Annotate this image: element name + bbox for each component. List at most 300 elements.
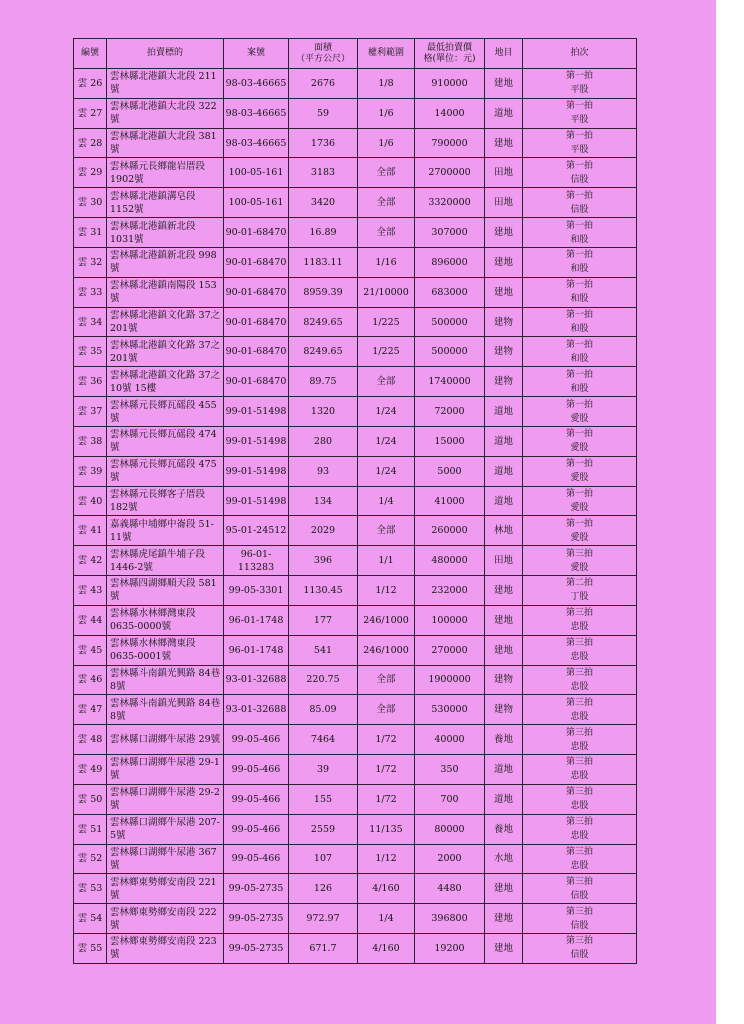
- round-number: 第二拍: [565, 578, 593, 589]
- cell-land-use: 建地: [485, 934, 523, 964]
- table-row: [74, 665, 637, 695]
- table-row: [74, 605, 637, 635]
- court-division: 和股: [570, 234, 589, 245]
- cell-price: 100000: [415, 605, 485, 635]
- table-row: [74, 397, 637, 427]
- round-number: 第三拍: [565, 638, 593, 649]
- court-division: 忠股: [570, 622, 589, 633]
- cell-target: 雲林縣北港鎮大北段 322號: [107, 98, 224, 128]
- cell-round: [523, 755, 637, 785]
- cell-no: 雲 45: [74, 635, 107, 665]
- table-row: [74, 755, 637, 785]
- court-division: 和股: [570, 324, 589, 335]
- cell-area: 2676: [289, 69, 358, 99]
- cell-round: [523, 695, 637, 725]
- cell-target: 雲林縣元長鄉瓦磘段 474號: [107, 426, 224, 456]
- cell-case-no: 90-01-68470: [224, 218, 289, 248]
- cell-case-no: 98-03-46665: [224, 98, 289, 128]
- cell-land-use: 道地: [485, 456, 523, 486]
- court-division: 平股: [570, 85, 589, 96]
- cell-price: 700: [415, 784, 485, 814]
- cell-rights: 21/10000: [358, 277, 415, 307]
- cell-land-use: 養地: [485, 814, 523, 844]
- cell-land-use: 田地: [485, 546, 523, 576]
- cell-case-no: 93-01-32688: [224, 695, 289, 725]
- cell-area: 3420: [289, 188, 358, 218]
- header-min-price: [415, 39, 485, 69]
- round-number: 第一拍: [565, 71, 593, 82]
- cell-case-no: 99-05-466: [224, 725, 289, 755]
- round-number: 第一拍: [565, 429, 593, 440]
- court-division: 丁股: [570, 592, 589, 603]
- table-row: [74, 576, 637, 606]
- court-division: 愛股: [570, 532, 589, 543]
- table-row: [74, 307, 637, 337]
- court-division: 愛股: [570, 443, 589, 454]
- cell-land-use: 道地: [485, 98, 523, 128]
- table-row: [74, 844, 637, 874]
- cell-land-use: 水地: [485, 844, 523, 874]
- cell-no: 雲 36: [74, 367, 107, 397]
- header-area: [289, 39, 358, 69]
- cell-price: 14000: [415, 98, 485, 128]
- cell-case-no: 98-03-46665: [224, 69, 289, 99]
- court-division: 愛股: [570, 413, 589, 424]
- cell-no: 雲 37: [74, 397, 107, 427]
- cell-land-use: 林地: [485, 516, 523, 546]
- round-number: 第一拍: [565, 280, 593, 291]
- header-target: 拍賣標的: [107, 39, 224, 69]
- court-division: 平股: [570, 145, 589, 156]
- court-division: 和股: [570, 294, 589, 305]
- auction-table: [73, 38, 637, 964]
- cell-case-no: 99-05-466: [224, 784, 289, 814]
- cell-round: [523, 665, 637, 695]
- cell-target: 雲林縣元長鄉龍岩厝段 1902號: [107, 158, 224, 188]
- cell-area: 39: [289, 755, 358, 785]
- court-division: 忠股: [570, 771, 589, 782]
- cell-target: 雲林縣北港鎮溝皂段 1152號: [107, 188, 224, 218]
- table-row: [74, 367, 637, 397]
- cell-no: 雲 29: [74, 158, 107, 188]
- round-number: 第三拍: [565, 846, 593, 857]
- cell-case-no: 96-01-1748: [224, 605, 289, 635]
- cell-case-no: 99-05-2735: [224, 904, 289, 934]
- round-number: 第一拍: [565, 220, 593, 231]
- table-row: [74, 277, 637, 307]
- cell-no: 雲 47: [74, 695, 107, 725]
- header-rights: 權利範圍: [358, 39, 415, 69]
- court-division: 信股: [570, 174, 589, 185]
- round-number: 第三拍: [565, 817, 593, 828]
- round-number: 第三拍: [565, 727, 593, 738]
- round-number: 第三拍: [565, 906, 593, 917]
- court-division: 信股: [570, 920, 589, 931]
- cell-land-use: 建地: [485, 904, 523, 934]
- cell-land-use: 道地: [485, 397, 523, 427]
- cell-round: [523, 426, 637, 456]
- cell-target: 雲林縣元長鄉客子厝段 182號: [107, 486, 224, 516]
- cell-land-use: 道地: [485, 784, 523, 814]
- round-number: 第一拍: [565, 131, 593, 142]
- cell-no: 雲 30: [74, 188, 107, 218]
- cell-no: 雲 43: [74, 576, 107, 606]
- cell-case-no: 99-05-2735: [224, 874, 289, 904]
- cell-price: 896000: [415, 247, 485, 277]
- table-row: [74, 874, 637, 904]
- cell-land-use: 建地: [485, 277, 523, 307]
- cell-round: [523, 546, 637, 576]
- cell-target: 雲林縣口湖鄉牛尿港 367號: [107, 844, 224, 874]
- cell-rights: 1/1: [358, 546, 415, 576]
- cell-rights: 全部: [358, 516, 415, 546]
- cell-round: [523, 218, 637, 248]
- cell-area: 8249.65: [289, 307, 358, 337]
- court-division: 忠股: [570, 860, 589, 871]
- cell-rights: 4/160: [358, 874, 415, 904]
- cell-land-use: 建物: [485, 307, 523, 337]
- cell-no: 雲 27: [74, 98, 107, 128]
- cell-price: 40000: [415, 725, 485, 755]
- cell-no: 雲 26: [74, 69, 107, 99]
- cell-area: 972.97: [289, 904, 358, 934]
- cell-area: 7464: [289, 725, 358, 755]
- cell-price: 3320000: [415, 188, 485, 218]
- cell-land-use: 建物: [485, 665, 523, 695]
- cell-area: 671.7: [289, 934, 358, 964]
- cell-rights: 1/12: [358, 576, 415, 606]
- cell-no: 雲 41: [74, 516, 107, 546]
- cell-round: [523, 934, 637, 964]
- cell-price: 15000: [415, 426, 485, 456]
- round-number: 第一拍: [565, 339, 593, 350]
- cell-target: 雲林縣口湖鄉牛尿港 29-2號: [107, 784, 224, 814]
- cell-area: 85.09: [289, 695, 358, 725]
- cell-area: 134: [289, 486, 358, 516]
- cell-case-no: 99-01-51498: [224, 486, 289, 516]
- cell-land-use: 建物: [485, 367, 523, 397]
- cell-rights: 1/16: [358, 247, 415, 277]
- table-row: [74, 904, 637, 934]
- cell-no: 雲 54: [74, 904, 107, 934]
- cell-price: 683000: [415, 277, 485, 307]
- cell-land-use: 建地: [485, 605, 523, 635]
- header-min-price-line1: 最低拍賣價: [426, 42, 472, 53]
- cell-rights: 全部: [358, 665, 415, 695]
- cell-area: 1320: [289, 397, 358, 427]
- cell-no: 雲 51: [74, 814, 107, 844]
- court-division: 忠股: [570, 711, 589, 722]
- cell-price: 500000: [415, 337, 485, 367]
- cell-case-no: 98-03-46665: [224, 128, 289, 158]
- cell-land-use: 建地: [485, 218, 523, 248]
- table-body: [74, 69, 637, 964]
- cell-target: 雲林縣斗南鎮光興路 84巷 8號: [107, 665, 224, 695]
- cell-case-no: 99-05-466: [224, 814, 289, 844]
- cell-rights: 1/24: [358, 397, 415, 427]
- cell-target: 雲林縣北港鎮大北段 211號: [107, 69, 224, 99]
- cell-round: [523, 486, 637, 516]
- court-division: 忠股: [570, 681, 589, 692]
- cell-round: [523, 158, 637, 188]
- cell-round: [523, 277, 637, 307]
- cell-price: 910000: [415, 69, 485, 99]
- court-division: 愛股: [570, 473, 589, 484]
- cell-area: 89.75: [289, 367, 358, 397]
- cell-rights: 全部: [358, 188, 415, 218]
- cell-rights: 全部: [358, 695, 415, 725]
- cell-area: 1130.45: [289, 576, 358, 606]
- cell-round: [523, 844, 637, 874]
- cell-case-no: 99-01-51498: [224, 397, 289, 427]
- cell-rights: 全部: [358, 218, 415, 248]
- table-row: [74, 158, 637, 188]
- table-row: [74, 784, 637, 814]
- cell-target: 雲林縣口湖鄉牛尿港 29-1號: [107, 755, 224, 785]
- cell-price: 41000: [415, 486, 485, 516]
- cell-no: 雲 38: [74, 426, 107, 456]
- cell-round: [523, 397, 637, 427]
- table-row: [74, 546, 637, 576]
- cell-target: 雲林縣北港鎮新北段 1031號: [107, 218, 224, 248]
- cell-target: 雲林鄉東勢鄉安南段 222號: [107, 904, 224, 934]
- cell-land-use: 建物: [485, 695, 523, 725]
- cell-rights: 1/225: [358, 307, 415, 337]
- cell-area: 16.89: [289, 218, 358, 248]
- cell-area: 2559: [289, 814, 358, 844]
- cell-rights: 1/4: [358, 904, 415, 934]
- cell-round: [523, 814, 637, 844]
- cell-price: 2000: [415, 844, 485, 874]
- round-number: 第一拍: [565, 160, 593, 171]
- cell-area: 126: [289, 874, 358, 904]
- cell-land-use: 建地: [485, 635, 523, 665]
- header-round: 拍次: [523, 39, 637, 69]
- cell-round: [523, 605, 637, 635]
- cell-rights: 全部: [358, 367, 415, 397]
- round-number: 第三拍: [565, 787, 593, 798]
- header-no: 編號: [74, 39, 107, 69]
- cell-round: [523, 874, 637, 904]
- cell-case-no: 99-05-3301: [224, 576, 289, 606]
- cell-land-use: 建地: [485, 69, 523, 99]
- cell-area: 3183: [289, 158, 358, 188]
- cell-no: 雲 35: [74, 337, 107, 367]
- cell-no: 雲 42: [74, 546, 107, 576]
- cell-round: [523, 98, 637, 128]
- cell-land-use: 建地: [485, 128, 523, 158]
- cell-target: 雲林縣北港鎮新北段 998號: [107, 247, 224, 277]
- cell-case-no: 90-01-68470: [224, 277, 289, 307]
- court-division: 信股: [570, 204, 589, 215]
- cell-price: 396800: [415, 904, 485, 934]
- table-row: [74, 247, 637, 277]
- cell-rights: 全部: [358, 158, 415, 188]
- cell-round: [523, 576, 637, 606]
- cell-area: 155: [289, 784, 358, 814]
- round-number: 第一拍: [565, 518, 593, 529]
- cell-no: 雲 52: [74, 844, 107, 874]
- cell-area: 280: [289, 426, 358, 456]
- cell-area: 93: [289, 456, 358, 486]
- table-row: [74, 635, 637, 665]
- cell-case-no: 90-01-68470: [224, 247, 289, 277]
- cell-price: 480000: [415, 546, 485, 576]
- round-number: 第一拍: [565, 310, 593, 321]
- cell-area: 541: [289, 635, 358, 665]
- cell-case-no: 90-01-68470: [224, 307, 289, 337]
- court-division: 愛股: [570, 503, 589, 513]
- cell-land-use: 田地: [485, 188, 523, 218]
- header-case-no: 案號: [224, 39, 289, 69]
- cell-round: [523, 635, 637, 665]
- cell-case-no: 99-01-51498: [224, 456, 289, 486]
- cell-target: 雲林縣水林鄉灣東段 0635-0000號: [107, 605, 224, 635]
- cell-case-no: 93-01-32688: [224, 665, 289, 695]
- cell-round: [523, 725, 637, 755]
- cell-round: [523, 188, 637, 218]
- cell-price: 5000: [415, 456, 485, 486]
- header-min-price-line2: 格(單位：元): [423, 53, 476, 64]
- table-row: [74, 337, 637, 367]
- cell-no: 雲 46: [74, 665, 107, 695]
- table-row: [74, 188, 637, 218]
- cell-case-no: 99-05-466: [224, 755, 289, 785]
- court-division: 忠股: [570, 831, 589, 842]
- cell-rights: 246/1000: [358, 635, 415, 665]
- cell-target: 雲林縣元長鄉瓦磘段 455號: [107, 397, 224, 427]
- cell-area: 59: [289, 98, 358, 128]
- cell-area: 2029: [289, 516, 358, 546]
- court-division: 平股: [570, 115, 589, 126]
- cell-area: 8249.65: [289, 337, 358, 367]
- cell-target: 雲林縣口湖鄉牛尿港 207-5號: [107, 814, 224, 844]
- cell-rights: 11/135: [358, 814, 415, 844]
- cell-rights: 1/6: [358, 98, 415, 128]
- cell-price: 2700000: [415, 158, 485, 188]
- cell-target: 雲林縣虎尾鎮牛埔子段 1446-2號: [107, 546, 224, 576]
- round-number: 第一拍: [565, 190, 593, 201]
- round-number: 第三拍: [565, 876, 593, 887]
- header-land-use: 地目: [485, 39, 523, 69]
- cell-rights: 1/12: [358, 844, 415, 874]
- cell-no: 雲 48: [74, 725, 107, 755]
- cell-target: 雲林鄉東勢鄉安南段 221號: [107, 874, 224, 904]
- cell-target: 雲林縣斗南鎮光興路 84巷 8號: [107, 695, 224, 725]
- cell-land-use: 道地: [485, 755, 523, 785]
- cell-round: [523, 128, 637, 158]
- cell-rights: 4/160: [358, 934, 415, 964]
- cell-target: 嘉義縣中埔鄉中崙段 51-11號: [107, 516, 224, 546]
- cell-rights: 1/24: [358, 426, 415, 456]
- cell-no: 雲 40: [74, 486, 107, 516]
- cell-land-use: 建物: [485, 337, 523, 367]
- cell-price: 80000: [415, 814, 485, 844]
- cell-land-use: 建地: [485, 247, 523, 277]
- header-area-line2: （平方公尺）: [295, 53, 350, 64]
- cell-land-use: 養地: [485, 725, 523, 755]
- table-header: [74, 39, 637, 69]
- cell-land-use: 建地: [485, 576, 523, 606]
- cell-no: 雲 31: [74, 218, 107, 248]
- cell-land-use: 田地: [485, 158, 523, 188]
- table-row: [74, 69, 637, 99]
- court-division: 和股: [570, 353, 589, 364]
- round-number: 第三拍: [565, 667, 593, 678]
- cell-round: [523, 367, 637, 397]
- cell-no: 雲 50: [74, 784, 107, 814]
- cell-no: 雲 53: [74, 874, 107, 904]
- table-row: [74, 128, 637, 158]
- header-area-line1: 面積: [313, 42, 332, 53]
- cell-rights: 1/8: [358, 69, 415, 99]
- cell-no: 雲 34: [74, 307, 107, 337]
- cell-case-no: 96-01-113283: [224, 546, 289, 576]
- court-division: 和股: [570, 383, 589, 394]
- cell-price: 260000: [415, 516, 485, 546]
- cell-case-no: 99-01-51498: [224, 426, 289, 456]
- cell-case-no: 99-05-2735: [224, 934, 289, 964]
- cell-rights: 1/4: [358, 486, 415, 516]
- table-row: [74, 934, 637, 964]
- cell-price: 270000: [415, 635, 485, 665]
- court-division: 和股: [570, 264, 589, 275]
- court-division: 忠股: [570, 741, 589, 752]
- table-row: [74, 98, 637, 128]
- cell-case-no: 90-01-68470: [224, 367, 289, 397]
- table-row: [74, 814, 637, 844]
- cell-price: 19200: [415, 934, 485, 964]
- cell-target: 雲林縣北港鎮文化路 37之201號: [107, 337, 224, 367]
- cell-target: 雲林縣北港鎮南陽段 153號: [107, 277, 224, 307]
- cell-price: 307000: [415, 218, 485, 248]
- cell-rights: 1/225: [358, 337, 415, 367]
- cell-rights: 1/72: [358, 755, 415, 785]
- cell-price: 72000: [415, 397, 485, 427]
- cell-land-use: 道地: [485, 486, 523, 516]
- cell-area: 107: [289, 844, 358, 874]
- court-division: 愛股: [570, 562, 589, 573]
- round-number: 第一拍: [565, 399, 593, 410]
- table-row: [74, 456, 637, 486]
- court-division: 信股: [570, 950, 589, 961]
- cell-round: [523, 904, 637, 934]
- cell-case-no: 99-05-466: [224, 844, 289, 874]
- cell-case-no: 100-05-161: [224, 188, 289, 218]
- cell-no: 雲 44: [74, 605, 107, 635]
- round-number: 第一拍: [565, 459, 593, 470]
- cell-land-use: 道地: [485, 426, 523, 456]
- round-number: 第一拍: [565, 369, 593, 380]
- cell-round: [523, 247, 637, 277]
- round-number: 第三拍: [565, 697, 593, 708]
- table-row: [74, 516, 637, 546]
- cell-price: 500000: [415, 307, 485, 337]
- cell-no: 雲 28: [74, 128, 107, 158]
- round-number: 第一拍: [565, 489, 593, 499]
- cell-target: 雲林縣水林鄉灣東段 0635-0001號: [107, 635, 224, 665]
- round-number: 第一拍: [565, 101, 593, 112]
- cell-round: [523, 307, 637, 337]
- cell-land-use: 建地: [485, 874, 523, 904]
- cell-rights: 1/72: [358, 725, 415, 755]
- cell-rights: 1/72: [358, 784, 415, 814]
- cell-area: 8959.39: [289, 277, 358, 307]
- cell-round: [523, 69, 637, 99]
- cell-round: [523, 456, 637, 486]
- round-number: 第三拍: [565, 936, 593, 947]
- cell-area: 1183.11: [289, 247, 358, 277]
